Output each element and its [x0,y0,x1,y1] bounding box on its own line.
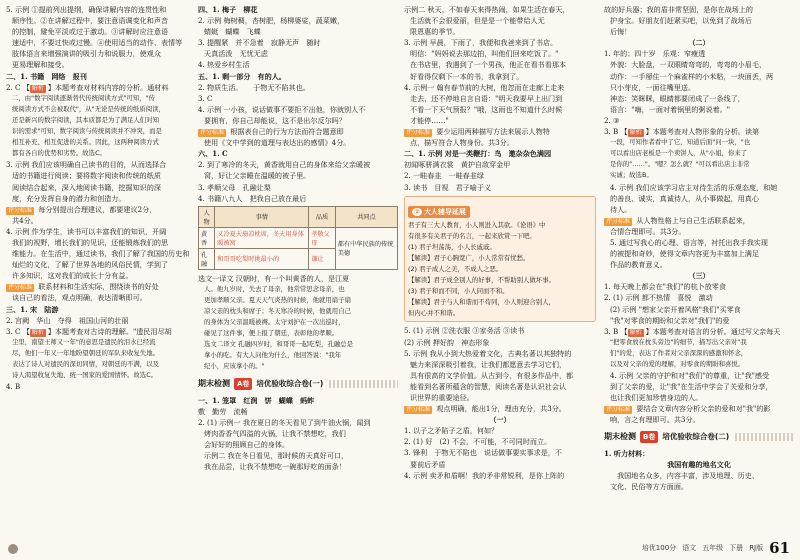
answer-line: 要前后矛盾 [410,459,446,469]
answer-line: 限恩惠的季节。 [410,27,460,37]
answer-line: 4. 书籍八九人 把我自己放在最后 [198,193,307,203]
box-line: 【解读】君子成全别人的好事，不帮助别人做坏事。 [408,276,555,285]
table-header: 共同点 [335,206,397,227]
answer-line: 尘里，南望王师又一年"的意思是遗民的泪水已经流 [12,337,156,346]
answer-line: 识世界的重要途径。 [410,393,474,402]
line-text: 要少运用两种描写方法来展示人物特 [434,127,550,137]
column-3 [404,4,596,534]
answer-line: 可以看出店老板是一个卖饼人，从"小姐，你来了 [610,149,748,158]
table-row [199,227,398,248]
answer-line: 合情合理即可。共3分。 [610,226,686,236]
answer-line: 护身宝。好朋友们赶紧买吧，以免到了战场后 [610,16,752,26]
answer-line: 能看到名著所蕴含的智慧，阅读名著是认识社会认 [410,381,567,391]
table-cell: 谦让 [309,248,336,269]
page-footer [0,536,800,560]
answer-line: 待人。 [610,204,632,214]
answer-line: 实诚；故选B。 [610,171,653,180]
answer-line: 4. B [6,382,21,392]
scoring-tag: 评分标准 [8,284,33,292]
answer-line: 适的书籍进行阅读；要将数字阅读和传统的纸质 [12,171,161,181]
answer-line: 们"的爱，表达了作者对父亲深深的感激和怀念， [610,348,748,357]
answer-line: 灿烂的文化，了解了世界各地的风俗民情，学到了 [12,260,169,270]
footer-grade: 五年级 [702,544,724,552]
answer-line: 在书店里，我遇到了一个男孩，他正在看书看那本 [410,60,567,70]
answer-line: 响，言之有理即可。共3分。 [610,415,700,425]
answer-line: 2. 示例 梅树稠，杏树肥，杨柳婆娑，蔬菜嫩， [198,16,345,26]
answer-line: 更易理解和接受。 [12,60,69,70]
answer-line: 纪小，应该拿小的。" [204,362,265,371]
answer-line: 识的需求"可知，数字阅读与传统阅读并不冲突，而是 [12,127,162,136]
answer-line: "把零食放在枕头旁边"的细节，描写出父亲对"我 [610,337,747,346]
answer-line: 以及对父亲的爱的理解，对零食的期盼和喜悦。 [610,360,745,368]
answer-line: 我国地名众多，内容丰富，涉及地理、历史、 [610,470,759,480]
answer-line: 五、1. 剩一部分 有的人。 [198,71,286,81]
footer-edition: RJ版 [749,544,764,552]
answer-line: 2. ③ [604,115,620,125]
line-text: 】本题考查对语言的分析。通过写父亲每天 [645,326,781,336]
answer-line: 六、1. C [198,149,228,159]
answer-line: 的被提和奇妙，使得文章内容更为丰富加上满足 [610,249,759,259]
exam-badge: A卷 [234,378,252,390]
answer-line: 速适中，不要过快或过慢。④使用适当的动作、表情等 [12,38,183,48]
section-heading: （一） [489,415,511,425]
box-line: 【解读】君子与人和谐而不苟同，小人则迎合别人， [408,298,555,307]
table-header: 人物 [199,206,215,227]
answer-line: 敷 勤劳 流畅 [198,406,248,416]
answer-line: 二，由"数字阅读逐渐替代传统阅读方式"可知，"传 [12,93,156,102]
box-line: 【解读】君子心胸宽广，小人常常有忧愁。 [408,253,530,262]
tutoring-extension-box [404,196,596,323]
answer-line: 蜻蜓 蝴蝶 飞蝶 [204,27,261,37]
answer-line: 拿小的吃。有大人问他为什么，他回答说："我年 [204,351,342,360]
answer-line: 4. 示例 我们应该学习店主对待生活的乐观态度，和她 [610,182,778,192]
box-title [408,206,470,218]
line-text: 观点明确，能出1分，理由充分，共3分。 [434,404,566,414]
answer-line: 诗人渴望收复失地、统一国家的爱国情怀。故选C。 [12,371,158,380]
answer-line: 4. 示例一 翰有春节前的大树，他忽而在走廊上走来 [404,82,565,92]
line-text: 每分别提出合理建议，都要建议2分， [36,204,157,214]
section-heading: （三） [688,271,710,281]
table-cell: 又冷夏天扇凉枕席，冬天用身体暖被窝 [215,227,309,248]
answer-line: 4. 示例 作为学生，读书可以丰富我们的知识，开阔 [6,226,167,236]
answer-line: 2. 宫阙 华山 夺得 祖国山河的壮丽 [6,315,129,325]
answer-line: 3. 示例 我们应该明确自己读书的目的，从而选择合 [6,160,167,170]
answer-line: 也让我们更加珍惜身边的人。 [610,393,703,403]
answer-line: 凉父亲的枕头和席子；冬天寒冷的时候，他就用自己 [204,306,351,315]
answer-line: 不看一下天气预报？"哦，这雨也不知道什么时候 [410,104,563,114]
answer-line: 2. 一畦春韭 一畦春韭绿 [404,171,484,181]
answer-line: 动作：一手掰住一个麻雀样的小米粘，一块面丢，两 [610,71,774,81]
answer-line: 初闻啄骈满衣裳 黄护自敌穿金甲 [404,160,511,170]
answer-line: 三、1. 宋 陆游 [6,304,59,314]
line-text: 】本题考查对古诗的理解。"遗民泪尽胡 [47,326,172,336]
answer-line-with-tag [6,281,190,292]
answer-line: 魅力来深深吸引着我，让我们都愿意去学习它们， [410,359,567,369]
answer-line: 顺序性。②在讲解过程中，要注意语调变化和声音 [12,16,169,26]
analysis-tag: 解析 [31,84,44,92]
answer-line: 5. 通过写我心的心理、语言等，衬托出我手我实现 [610,237,768,247]
answer-line: 二、1. 示例 对是一类鞭打：鸟 邀杂杂色满园 [404,149,552,159]
answer-line: 我们的视野，增长我们的见识，还能锻炼我们的思 [12,237,169,247]
answer-line: 5. (1) 示例 ②洗衣服 ③家务活 ③读书 [404,326,525,336]
answer-line: 烤肉香香气四溢的火锅，让我不禁想吃，我们 [204,428,346,438]
line-text: 根据表自己的行为方法而符合题意即 [228,127,344,137]
answer-line-with-tag [198,126,398,137]
answer-line: 3. C [198,93,213,103]
table-header: 品质 [309,206,336,227]
line-prefix: 3. B 【 [604,127,628,137]
answer-line: 示例二 秋天，不如春天来得热闹，如果生活在春天， [404,5,570,14]
answer-line: 5. 示例 ①提前列出提纲，确保讲解内容的连贯性和 [6,5,167,14]
column-1 [6,4,190,534]
answer-line: 后悔！ [610,27,632,37]
answer-line: 我在品尝，让我不禁想吃一碗那好吃的面条！ [204,462,346,472]
answer-line: 肢体语言来增强演讲的吸引力和说服力，使观众 [12,49,161,59]
answer-line: 4. 示例 父亲的守护和对"我们"的尊重，让"我"感受 [610,371,770,381]
answer-line: 更加孝顺父亲。夏天天气炎热的时候，他就用扇子扇 [204,295,351,304]
answer-line: 好看得仅剩下一本的书，我拿到了。 [410,71,524,81]
analysis-tag: 解析 [31,328,44,336]
answer-line: 2. 物质生活。 于物无不陷其也。 [198,82,310,92]
analysis-tag: 解析 [629,328,642,336]
answer-line: 还是新兴的数字阅读，其本质都是为了满足人们对知 [12,115,159,124]
footer-subject: 语文 [682,544,697,552]
box-number: ② [414,207,420,216]
page-number: 61 [769,539,790,557]
answer-line: (2) 示例 "想家父亲开着风格"我们"买零食 [610,304,741,314]
answer-line: 的善良、诚实，真诚待人，从小事做起，用真心 [610,193,759,203]
answer-line: 语言："嗨，一面对着锅里的粥说着。" [610,104,731,114]
answer-line: 度，充分发挥自身的潜力和创造力。 [12,193,126,203]
scoring-tag: 评分标准 [606,406,631,414]
exam-subtitle: 培优验收综合卷(一) [256,379,324,389]
answer-line: 3. 提醒紧 并不急着 寂静无声 随时 [198,38,321,48]
answer-line: 外貌：大脸盘，一双眼睛弯弯的，弯弯的小眉毛， [610,60,767,70]
listening-title: 我国有趣的地名文化 [667,459,731,469]
analysis-tag: 解析 [629,129,642,137]
answer-line: 许多知识，这对我们的成长十分有益。 [12,271,133,281]
answer-line: 走去，还不停地自言自语："明天我要早上出门到 [410,93,563,103]
answer-line: 2. 到了寒冷的冬天，黄香就用自己的身体来给父亲暖被 [198,160,371,170]
answer-line: 只小芽皮，一面往嘴里送。 [610,82,696,92]
answer-line: 故的好兵器；我的盾非常坚固，是你在战场上的 [604,5,753,14]
answer-line: 到了父亲的爱，让"我"在生活中学会了关爱和分享， [610,382,773,392]
answer-line: 二、1. 书籍 网络 报刊 [6,71,87,81]
footer-brand: 培优100分 [641,544,677,552]
column-2 [198,4,398,534]
answer-line: 4. 热爱乡村生活 [198,60,250,70]
answer-line: 使用《文中学到的道理与表达出的感情》4分。 [204,138,351,148]
answer-line-with-tag [604,215,794,226]
scoring-tag: 评分标准 [8,206,33,214]
scoring-tag: 评分标准 [406,129,431,137]
line-text: 联系材料和生活实际，围绕读书的好处 [36,282,159,292]
answer-line: 人。他九岁时，失去了母亲，他常常思念母亲，也 [204,284,345,293]
answer-line: 神态：笑眯眯，眼睛都要闭成了一条线了， [610,93,745,103]
answer-line: 会好好的照顾自己的身体。 [204,439,290,449]
answer-line: 5. 示例 我从小到大热爱着文化，古典名著以其独特的 [404,348,572,358]
answer-line-with-tag [6,82,190,93]
box-line: 君子有三大人教育，小人则进入其欲。《论语》中 [408,220,546,229]
answer-line: 谈自己的看法，观点明确，表达清晰即可。 [12,293,147,303]
box-line: (2) 君子成人之美，不成人之恶。 [408,264,503,273]
answer-line: 生活就不会很爱丽，但是是一个能带给人无 [410,16,545,26]
table-cell: 孔融 [199,248,215,269]
answer-line: 窝，好让父亲睡在温暖的被子里。 [204,171,311,181]
table-cell: 和哥哥吃梨时挑最小的 [215,248,309,269]
answer-line: "我"对零食的期盼和父亲对"我们"的爱 [610,315,730,325]
table-cell: 黄香 [199,227,215,248]
exam-title: 期末检测 [198,379,230,389]
answer-line: 3. 孝顺父母 孔融让梨 [198,182,271,192]
answer-line: 四、1. 梅子 柳花 [198,5,258,14]
answer-line: 天真活泼 无忧无虑 [204,49,268,59]
answer-line: 维能力。在生活中，通过读书，我们了解了我国的历史和 [12,249,190,259]
table-header: 事情 [215,206,309,227]
answer-line-with-tag [404,126,596,137]
footer-info [642,539,790,557]
answer-line-with-tag [6,326,190,337]
exam-header [198,376,398,392]
answer-line: 明信："妈妈说去那边拍，叫他们回来吃饭了。" [410,49,559,59]
answer-line: 相互补充、相互促进的关系。因此，这两种阅读方式 [12,138,159,147]
answer-line: 阅读结合起来，深入地阅读书籍，挖掘知识的深 [12,182,161,192]
answer-line: 表达了诗人对遗民的深切同情，对朝廷的不满，以及 [12,360,159,368]
character-table [198,206,398,270]
answer-line: 是你的"……"。"嗯？怎么就？"可以看出店主非常 [610,160,750,169]
box-line: 有很多有关君子的名言，一起来欣赏一下吧。 [408,231,536,240]
exam-header [604,429,794,445]
line-text: 从人物性格上与自己生活联系起来， [634,215,750,225]
answer-line: 1. 听力材料： [604,448,650,458]
answer-line: 2. (1) 示例一 我在夏日的冬天看见了到牛油火锅，闻到 [198,417,371,427]
answer-line: 1. 每天晚上都会在"我们"的杭卜放零食 [604,282,726,292]
box-line: (1) 君子坦荡荡，小人长戚戚。 [408,242,496,251]
decorative-stripe [329,380,398,388]
answer-line: 作品的教育意义。 [610,260,667,270]
line-prefix: 3. C 【 [6,326,30,336]
answer-line: 一、1. 笼罩 红润 饼 蝴蝶 蚂蚱 [198,395,315,405]
box-title-text: 大人辅导延展 [423,207,466,216]
exam-title: 期末检测 [604,432,636,442]
answer-line: 示例二 我在冬日看见，那时候的天真好可口， [204,451,349,460]
table-cell: 孝敬父母 [309,227,336,248]
section-heading: （二） [688,38,710,48]
answer-line: 的控制，避免平淡或过于激动。③讲解时应注意语 [12,27,169,37]
answer-line-with-tag [604,403,794,414]
box-line: (3) 君子和而不同，小人同而不和。 [408,287,509,296]
line-prefix: 2. C 【 [6,82,30,92]
line-text: 要结合文章内容分析父亲的爱和对"我"的影 [634,404,771,414]
answer-line: 的身体为父亲温暖被褥。太守刘护在一次出巡时， [204,318,345,327]
answer-line: 1. 以子之矛陷子之盾，何如？ [404,426,499,436]
exam-subtitle: 培优验收综合卷(二) [662,432,730,442]
answer-line: (2) 示例 押好韵 神态形象 [404,337,490,347]
line-text: 】本题考查对人物形象的分析。读第 [645,127,760,137]
exam-badge: B卷 [640,431,658,443]
line-prefix: 3. B 【 [604,326,628,336]
decorative-stripe [735,433,794,441]
footer-term: 下册 [729,544,744,552]
answer-line: 一段，可知作者看中了它，知道后面"问一块，"也 [610,138,751,147]
answer-line-with-tag [6,204,190,215]
answer-line: 4. 示例 卖矛和盾啊！我的矛非常锐利，是你上阵的 [404,470,565,480]
answer-line: 3. 示例 早晨，下雨了，我便和我爸来到了书店。 [404,38,558,48]
answer-line: 点，描写符合人物身份。共3分。 [410,138,514,148]
answer-line: 才能停……" [410,115,449,125]
answer-line: 2. (1) 示例 都不热情 喜悦 激动 [604,293,713,303]
answer-line: 要拥有，你自己却能说，这不是出尔反尔吗？ [204,115,346,125]
box-line: 但内心并不和谐。 [408,309,460,318]
answer-line: 选文一译文 汉朝时，有一个叫黄香的人，是江夏 [198,273,350,283]
answer-line: 选文二译文 孔融四岁时，和哥哥一起吃梨，孔融总是 [204,340,354,349]
answer-line: 3. 读书 目视 君子喻于义 [404,182,492,192]
answer-line-with-tag [604,126,794,137]
answer-line: 具有很高的文学价值。从古到今，有很多作品中，都 [410,370,574,380]
answer-line: 2. (1) 好 (2) 不会，不可能，不可同时而立。 [404,437,552,447]
answer-line-with-tag [604,326,794,337]
answer-line: 碰见了这件事，便上报了朝廷，表彰他的孝顺。 [204,329,339,338]
footer-dot-icon [8,544,18,554]
answer-line: 都有各自的优势和劣势。故选C。 [12,149,106,158]
line-text: 】本题考查对材料内容的分析。通材料 [47,82,169,92]
column-4 [604,4,794,534]
scoring-tag: 评分标准 [406,406,431,414]
answer-line: 文化、民俗等方方面面。 [610,481,689,491]
table-cell: 都有中华民族的传统美德 [335,227,397,269]
answer-line: 3. 锋利 于物无不陷也 说话做事要实事求是，不 [404,448,562,458]
scoring-tag: 评分标准 [606,217,631,225]
scoring-tag: 评分标准 [200,129,225,137]
answer-line: 4. 示例 一小孩，说话做事不要拒不出他，你就别人不 [198,104,366,114]
answer-line-with-tag [404,403,596,414]
answer-line: 统阅读方式不会被取代"，从"无论是传统的纸质阅读， [12,104,165,113]
answer-line: 1. 年的；四十岁 乐观：窄瘦透 [604,49,706,59]
answer-line: 尽，他们一年又一年地盼望朝廷的军队来收复失地。 [12,348,159,357]
answer-line: 共4分。 [12,215,38,225]
